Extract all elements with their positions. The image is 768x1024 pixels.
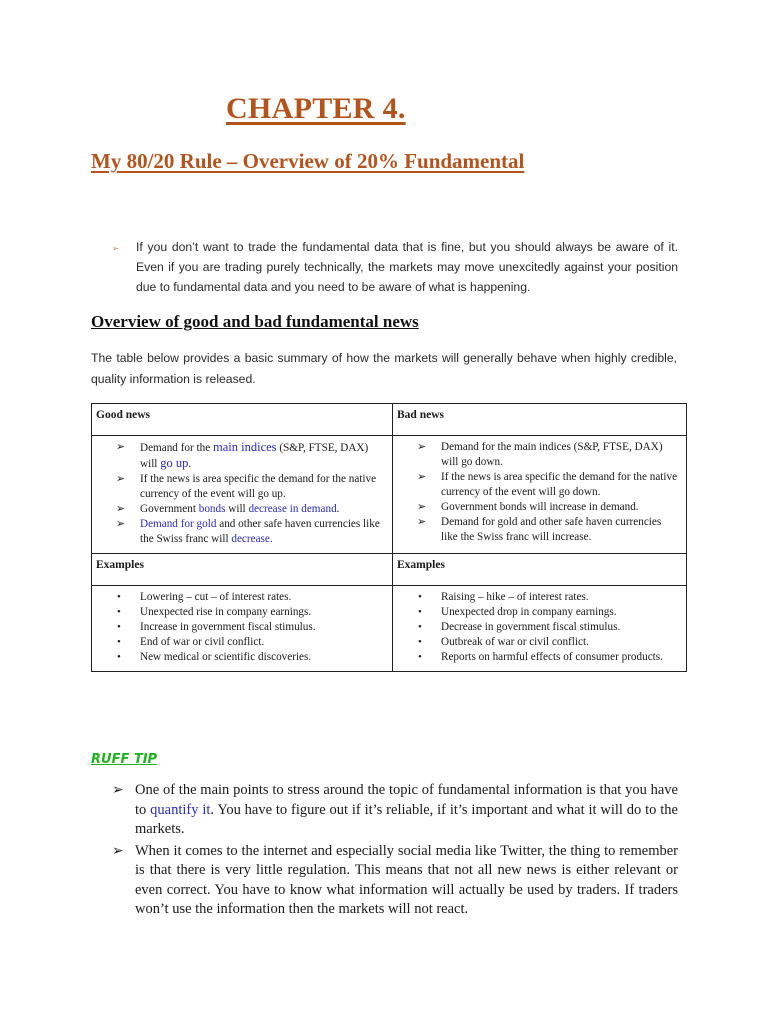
list-item — [411, 605, 678, 620]
good-examples-list — [110, 590, 384, 665]
list-item — [110, 620, 384, 635]
chapter-title: CHAPTER 4. — [226, 92, 406, 125]
list-item — [110, 440, 384, 472]
news-table — [91, 403, 687, 672]
list-item — [112, 842, 678, 920]
arrow-bullet-icon: ➢ — [112, 244, 119, 253]
bad-news-cell — [393, 436, 687, 554]
list-item — [110, 605, 384, 620]
text-segment: Outbreak of war or civil conflict. — [441, 636, 589, 648]
highlight-go-up: go up — [160, 456, 189, 470]
text-segment: One of the main points to stress around the topic of fundamental information is that you have to — [135, 782, 678, 818]
list-item — [110, 635, 384, 650]
text-segment: Unexpected rise in company earnings. — [140, 606, 312, 618]
examples-header-left: Examples — [92, 554, 393, 586]
arrow-bullet-icon: ➢ — [417, 471, 427, 483]
bullet-dot-icon: • — [117, 591, 121, 603]
examples-header-right: Examples — [393, 554, 687, 586]
chapter-subtitle: My 80/20 Rule – Overview of 20% Fundamental — [91, 149, 525, 173]
bad-news-list — [411, 440, 678, 545]
text-segment: Decrease in government fiscal stimulus. — [441, 621, 621, 633]
table-row — [92, 586, 687, 672]
list-item — [110, 472, 384, 502]
table-examples-header-row — [92, 554, 687, 586]
bad-news-header: Bad news — [393, 404, 687, 436]
arrow-bullet-icon: ➢ — [417, 441, 427, 453]
text-segment: Demand for gold and other safe haven currencies like the Swiss franc will increase. — [441, 516, 662, 543]
text-segment: If the news is area specific the demand for the native currency of the event will go up. — [140, 473, 377, 500]
ruff-tip-list — [112, 781, 678, 922]
list-item — [411, 590, 678, 605]
text-segment: Government bonds will increase in demand. — [441, 501, 639, 513]
text-segment: Lowering – cut – of interest rates. — [140, 591, 292, 603]
text-segment: and other safe haven currencies like the Swiss franc will — [140, 518, 380, 545]
highlight-decrease: decrease — [231, 533, 270, 545]
bad-examples-cell — [393, 586, 687, 672]
good-news-cell — [92, 436, 393, 554]
text-segment: will — [225, 503, 249, 515]
bullet-dot-icon: • — [117, 606, 121, 618]
arrow-bullet-icon: ➢ — [112, 843, 124, 859]
table-header-row — [92, 404, 687, 436]
bullet-dot-icon: • — [418, 636, 422, 648]
intro-bullet — [112, 237, 678, 297]
text-segment: . — [269, 533, 273, 545]
good-news-list — [110, 440, 384, 547]
text-segment: . — [188, 458, 192, 470]
highlight-quantify-it: quantify it — [150, 801, 211, 818]
highlight-main-indices: main indices — [213, 440, 277, 454]
arrow-bullet-icon: ➢ — [417, 501, 427, 513]
good-examples-cell — [92, 586, 393, 672]
table-row — [92, 436, 687, 554]
bullet-dot-icon: • — [418, 591, 422, 603]
list-item — [411, 500, 678, 515]
list-item — [112, 781, 678, 840]
bullet-dot-icon: • — [117, 651, 121, 663]
intro-text: If you don’t want to trade the fundamental data that is fine, but you should always be aware of it. Even if you are trading purely technically, the markets may move unexcitedly against your position due to fundamental data and you need to be aware of what is happening. — [136, 240, 678, 294]
text-segment: Demand for the — [140, 442, 214, 454]
list-item — [110, 590, 384, 605]
section-heading: Overview of good and bad fundamental news — [91, 312, 419, 331]
arrow-bullet-icon: ➢ — [112, 783, 124, 798]
list-item — [110, 650, 384, 665]
arrow-bullet-icon: ➢ — [417, 516, 427, 528]
text-segment: Increase in government fiscal stimulus. — [140, 621, 316, 633]
text-segment: End of war or civil conflict. — [140, 636, 265, 648]
list-item — [411, 470, 678, 500]
good-news-header: Good news — [92, 404, 393, 436]
text-segment: . — [336, 503, 340, 515]
section-paragraph: The table below provides a basic summary of how the markets will generally behave when highly credible, quality information is released. — [91, 351, 677, 386]
bullet-dot-icon: • — [418, 606, 422, 618]
list-item — [411, 440, 678, 470]
arrow-bullet-icon: ➢ — [116, 441, 126, 453]
text-segment: . You have to figure out if it’s reliable, if it’s important and what it will do to the markets. — [135, 801, 678, 837]
list-item — [411, 620, 678, 635]
text-segment: Unexpected drop in company earnings. — [441, 606, 617, 618]
list-item — [411, 650, 678, 665]
bullet-dot-icon: • — [418, 621, 422, 633]
text-segment: When it comes to the internet and especially social media like Twitter, the thing to remember is that there is very little regulation. This means that not all new news is either relevant or even correct. You have to know what information will actually be used by traders. If traders won’t use the information then the markets will not react. — [135, 842, 678, 917]
bullet-dot-icon: • — [117, 636, 121, 648]
highlight-decrease-in-demand: decrease in demand — [248, 503, 337, 515]
text-segment: Reports on harmful effects of consumer products. — [441, 651, 663, 663]
highlight-demand-for-gold: Demand for gold — [140, 518, 217, 530]
bad-examples-list — [411, 590, 678, 665]
text-segment: Raising – hike – of interest rates. — [441, 591, 589, 603]
highlight-bonds: bonds — [198, 503, 226, 515]
list-item — [110, 517, 384, 547]
ruff-tip-label: RUFF TIP — [91, 752, 158, 767]
arrow-bullet-icon: ➢ — [116, 473, 126, 485]
list-item — [411, 515, 678, 545]
text-segment: (S&P, FTSE, DAX) will — [140, 442, 369, 470]
arrow-bullet-icon: ➢ — [116, 503, 126, 515]
bullet-dot-icon: • — [117, 621, 121, 633]
text-segment: Demand for the main indices (S&P, FTSE, DAX) will go down. — [441, 441, 663, 468]
bullet-dot-icon: • — [418, 651, 422, 663]
list-item — [411, 635, 678, 650]
text-segment: If the news is area specific the demand for the native currency of the event will go down. — [441, 471, 678, 498]
arrow-bullet-icon: ➢ — [116, 518, 126, 530]
text-segment: New medical or scientific discoveries. — [140, 651, 312, 663]
list-item — [110, 502, 384, 517]
text-segment: Government — [140, 503, 199, 515]
